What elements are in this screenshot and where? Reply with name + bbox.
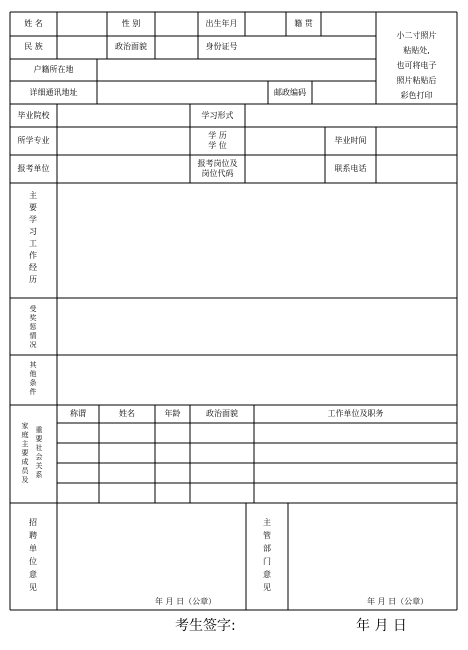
label-phone: 联系电话 [334,164,367,173]
label-apply-post: 报考岗位及 岗位代码 [197,159,238,178]
label-study-form: 学习形式 [201,111,234,120]
label-household: 户籍所在地 [33,65,74,74]
label-degree: 学 历 学 位 [208,131,227,150]
label-postcode: 邮政编码 [274,88,306,97]
label-gender: 性 别 [121,19,141,28]
label-other: 其他条件 [29,361,37,396]
label-grad-time: 毕业时间 [334,136,367,145]
label-apply-unit: 报考单位 [17,164,50,173]
photo-note-line: 也可将电子 [396,61,437,70]
resume-field[interactable] [58,184,456,297]
label-family-left: 家庭主要成员及 [21,422,29,484]
label-dept-opinion: 主管部门意见 [263,518,271,592]
label-id-number: 身份证号 [205,42,238,51]
label-native-place: 籍 贯 [294,19,313,28]
sign-date: 年 月 日 [356,618,407,634]
label-resume: 主要学习工作经历 [29,191,37,284]
label-ethnicity: 民 族 [24,42,43,51]
label-political: 政治面貌 [115,42,147,51]
dept-date-seal: 年 月 日（公章） [367,597,429,606]
photo-note-line: 照片粘贴后 [396,76,437,85]
family-header-political: 政治面貌 [206,409,238,418]
label-school: 毕业院校 [17,111,50,120]
label-recruit-opinion: 招聘单位意见 [29,518,37,592]
rewards-field[interactable] [58,299,456,354]
label-family-right: 重要社会关系 [35,426,43,479]
label-major: 所学专业 [17,136,50,145]
family-header-title: 称谓 [70,409,86,418]
family-header-work: 工作单位及职务 [327,409,384,418]
other-field[interactable] [58,356,456,404]
photo-note-line: 彩色打印 [400,91,433,100]
photo-placeholder [376,28,457,103]
sign-label: 考生签字: [175,618,236,634]
label-address: 详细通讯地址 [29,88,78,97]
label-rewards: 受奖惩情况 [29,305,37,349]
recruit-date-seal: 年 月 日（公章） [155,597,217,606]
label-name: 姓 名 [24,19,43,28]
family-header-age: 年龄 [164,409,181,418]
photo-note-line: 小二寸照片 [396,31,437,40]
label-birth: 出生年月 [205,19,238,28]
photo-note-line: 粘贴处, [403,46,430,55]
family-header-name: 姓名 [119,409,135,418]
